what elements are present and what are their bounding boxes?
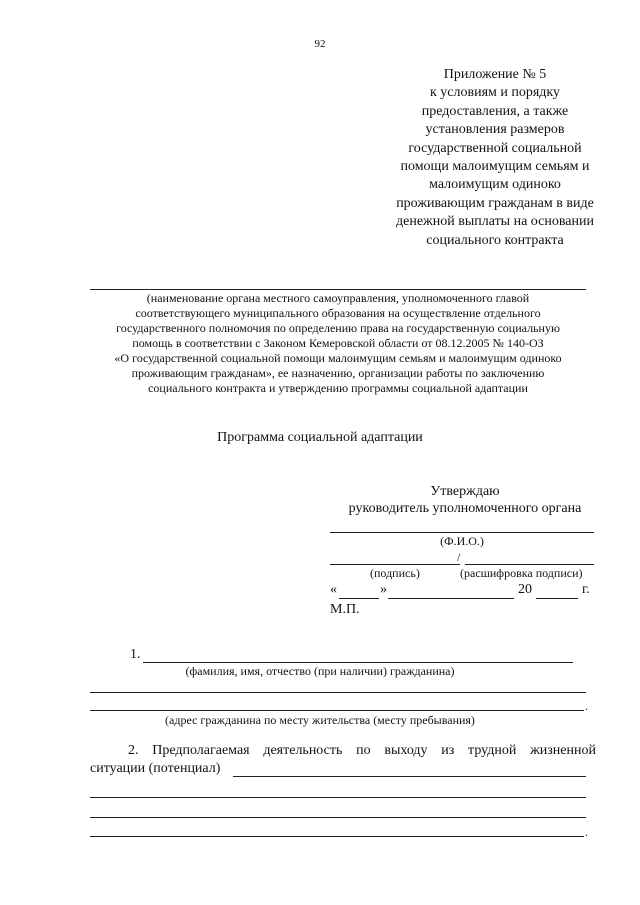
appendix-header (370, 66, 620, 250)
org-name-caption (88, 291, 588, 396)
appendix-line: установления размеров (425, 122, 565, 138)
org-note-line: помощь в соответствии с Законом Кемеровской области от 08.12.2005 № 140-ОЗ (132, 336, 544, 350)
signature-caption: (подпись) (370, 566, 420, 580)
appendix-line: социального контракта (426, 232, 564, 248)
potential-line-2 (90, 817, 586, 818)
date-year-line (536, 598, 578, 599)
date-close-quote: » (380, 582, 387, 597)
signature-separator: / (457, 550, 461, 564)
org-note-line: государственного полномочия по определению права на государственную социальную (116, 321, 560, 335)
section2-heading: 2. Предполагаемая деятельность по выходу из трудной жизненной (128, 743, 596, 758)
date-day-line (339, 598, 379, 599)
fio-line (330, 532, 594, 533)
address-line-2 (90, 710, 584, 711)
org-note-line: (наименование органа местного самоуправления, уполномоченного главой (146, 291, 530, 305)
potential-period: . (585, 825, 588, 839)
section2-potential-label: ситуации (потенциал) (90, 761, 221, 776)
org-name-line (90, 289, 586, 290)
approver-position: руководитель уполномоченного органа (348, 501, 582, 516)
appendix-line: проживающим гражданам в виде (396, 195, 594, 211)
appendix-line: помощи малоимущим семьям и (400, 159, 590, 175)
stamp-label: М.П. (330, 602, 360, 617)
potential-line-0 (233, 776, 586, 777)
citizen-name-line (143, 662, 573, 663)
org-note-line: проживающим гражданам», ее назначению, организации работы по заключению (131, 366, 545, 380)
org-note-line: соответствующего муниципального образования на осуществление отдельного (135, 306, 541, 320)
signature-decoding-line (465, 564, 594, 565)
date-year-prefix: 20 (518, 582, 532, 597)
date-open-quote: « (330, 582, 337, 597)
appendix-line: денежной выплаты на основании (396, 214, 594, 230)
citizen-name-caption: (фамилия, имя, отчество (при наличии) гражданина) (185, 664, 455, 678)
org-note-line: социального контракта и утверждению программы социальной адаптации (148, 381, 528, 395)
address-period: . (585, 699, 588, 713)
signature-decoding-caption: (расшифровка подписи) (460, 566, 583, 580)
program-title: Программа социальной адаптации (217, 430, 423, 445)
appendix-line: государственной социальной (408, 140, 582, 156)
page-number: 92 (314, 38, 326, 50)
potential-line-1 (90, 797, 586, 798)
appendix-line: предоставления, а также (421, 103, 569, 119)
appendix-line: к условиям и порядку (429, 85, 561, 101)
section1-number: 1. (130, 647, 141, 662)
appendix-line: Приложение № 5 (443, 67, 547, 82)
address-caption: (адрес гражданина по месту жительства (месту пребывания) (165, 713, 475, 727)
date-year-suffix: г. (582, 582, 590, 597)
address-line-1 (90, 692, 586, 693)
appendix-line: малоимущим одиноко (429, 177, 561, 193)
org-note-line: «О государственной социальной помощи малоимущим семьям и малоимущим одиноко (114, 351, 562, 365)
approve-label: Утверждаю (430, 484, 500, 499)
potential-line-3 (90, 836, 584, 837)
signature-line (330, 564, 460, 565)
date-month-line (388, 598, 514, 599)
fio-caption: (Ф.И.О.) (440, 534, 484, 548)
